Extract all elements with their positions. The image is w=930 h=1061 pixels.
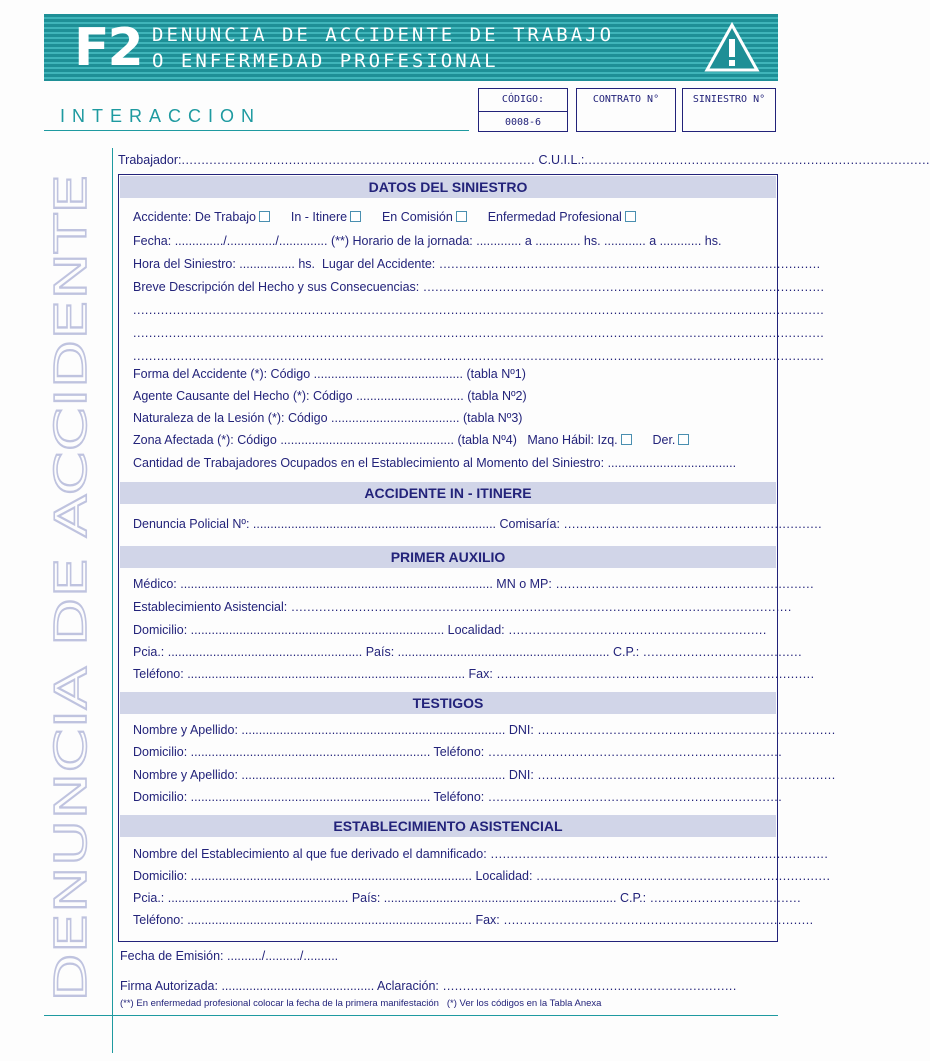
breve-line-2[interactable]: .............................................................................................................................................................................. <box>133 303 825 317</box>
enfermedad-checkbox[interactable] <box>625 211 636 222</box>
testigo2-domicilio-row[interactable]: Domicilio: ..................................................................... Teléfono: .......................................................................... <box>133 790 783 804</box>
medico-row[interactable]: Médico: .......................................................................................... MN o MP: ................................................................. <box>133 577 815 591</box>
zona-row: Zona Afectada (*): Código .................................................. (tabla Nº4) Mano Hábil: Izq. Der. <box>133 432 689 448</box>
cantidad-row[interactable]: Cantidad de Trabajadores Ocupados en el Establecimiento al Momento del Siniestro: ..................................... <box>133 456 737 470</box>
breve-row[interactable]: Breve Descripción del Hecho y sus Consecuencias: ..................................................................................................... <box>133 280 825 294</box>
asistencial-telefono-row[interactable]: Teléfono: .................................................................................. Fax: .............................................................................. <box>133 913 814 927</box>
form-title-line2: O ENFERMEDAD PROFESIONAL <box>152 50 499 72</box>
establecimiento-row[interactable]: Establecimiento Asistencial: .............................................................................................................................. <box>133 600 792 614</box>
warning-icon <box>704 22 760 74</box>
breve-line-3[interactable]: .............................................................................................................................................................................. <box>133 326 825 340</box>
trabajador-label: Trabajador: <box>118 153 182 167</box>
asistencial-nombre-row[interactable]: Nombre del Establecimiento al que fue derivado el damnificado: ..................................................................................... <box>133 847 829 861</box>
codigo-value: 0008-6 <box>479 111 567 133</box>
itinere-checkbox[interactable] <box>350 211 361 222</box>
side-title <box>46 172 100 1002</box>
codigo-label: CÓDIGO: <box>501 94 545 105</box>
section-label: INTERACCION <box>60 106 262 126</box>
breve-line-4[interactable]: .............................................................................................................................................................................. <box>133 349 825 363</box>
datos-header: DATOS DEL SINIESTRO <box>120 176 776 198</box>
naturaleza-row[interactable]: Naturaleza de la Lesión (*): Código ..................................... (tabla Nº3) <box>133 411 523 425</box>
fecha-row[interactable]: Fecha: ............../............../.............. (**) Horario de la jornada: ............. a ............. hs. ............ a ............ hs. <box>133 234 722 248</box>
contrato-label: CONTRATO N° <box>592 94 660 105</box>
testigos-header: TESTIGOS <box>120 692 776 714</box>
der-checkbox[interactable] <box>678 434 689 445</box>
agente-row[interactable]: Agente Causante del Hecho (*): Código ............................... (tabla Nº2) <box>133 389 527 403</box>
testigo1-domicilio-row[interactable]: Domicilio: ..................................................................... Teléfono: .......................................................................... <box>133 745 783 759</box>
bottom-line <box>44 1015 778 1016</box>
asistencial-pcia-row[interactable]: Pcia.: .................................................... País: ................................................................... C.P.: ...................................... <box>133 891 802 905</box>
footnote-1: (**) En enfermedad profesional colocar la fecha de la primera manifestación <box>120 998 439 1009</box>
cuil-label: C.U.I.L.: <box>538 153 585 167</box>
trabajo-checkbox[interactable] <box>259 211 270 222</box>
accidente-row: Accidente: De Trabajo In - Itinere En Comisión Enfermedad Profesional <box>133 209 636 225</box>
hora-row[interactable]: Hora del Siniestro: ................ hs. Lugar del Accidente: ................................................................................................ <box>133 257 821 271</box>
siniestro-field[interactable] <box>682 88 776 132</box>
codigo-box <box>478 88 568 132</box>
trabajador-row[interactable]: Trabajador:......................................................................................... C.U.I.L.:....................................................................................... <box>118 153 930 167</box>
denuncia-row[interactable]: Denuncia Policial Nº: ...................................................................... Comisaría: ................................................................. <box>133 517 823 531</box>
firma-row[interactable]: Firma Autorizada: ............................................ Aclaración: .......................................................................... <box>120 979 737 993</box>
contrato-field[interactable] <box>576 88 676 132</box>
form-title-line1: DENUNCIA DE ACCIDENTE DE TRABAJO <box>152 24 615 46</box>
auxilio-header: PRIMER AUXILIO <box>120 546 776 568</box>
auxilio-telefono-row[interactable]: Teléfono: ................................................................................ Fax: ................................................................................ <box>133 667 815 681</box>
forma-row[interactable]: Forma del Accidente (*): Código ........................................... (tabla Nº1) <box>133 367 526 381</box>
asistencial-header: ESTABLECIMIENTO ASISTENCIAL <box>120 815 776 837</box>
comision-checkbox[interactable] <box>456 211 467 222</box>
fecha-emision-row[interactable]: Fecha de Emisión: ........../........../.......... <box>120 949 339 963</box>
testigo2-nombre-row[interactable]: Nombre y Apellido: ............................................................................ DNI: ........................................................................... <box>133 768 836 782</box>
footnotes <box>120 998 601 1009</box>
auxilio-domicilio-row[interactable]: Domicilio: ......................................................................... Localidad: ................................................................. <box>133 623 767 637</box>
itinere-header: ACCIDENTE IN - ITINERE <box>120 482 776 504</box>
divider <box>44 130 469 131</box>
auxilio-pcia-row[interactable]: Pcia.: ........................................................ País: ............................................................. C.P.: ........................................ <box>133 645 803 659</box>
form-logo: F2 <box>74 18 142 78</box>
header-banner <box>44 14 778 81</box>
footnote-2: (*) Ver los códigos en la Tabla Anexa <box>446 998 602 1009</box>
side-title-text: DENUNCIA DE ACCIDENTE <box>46 425 97 1002</box>
asistencial-domicilio-row[interactable]: Domicilio: ................................................................................. Localidad: .......................................................................... <box>133 869 831 883</box>
siniestro-label: SINIESTRO N° <box>692 94 766 105</box>
testigo1-nombre-row[interactable]: Nombre y Apellido: ............................................................................ DNI: ........................................................................... <box>133 723 836 737</box>
margin-line <box>112 148 113 1053</box>
izq-checkbox[interactable] <box>621 434 632 445</box>
